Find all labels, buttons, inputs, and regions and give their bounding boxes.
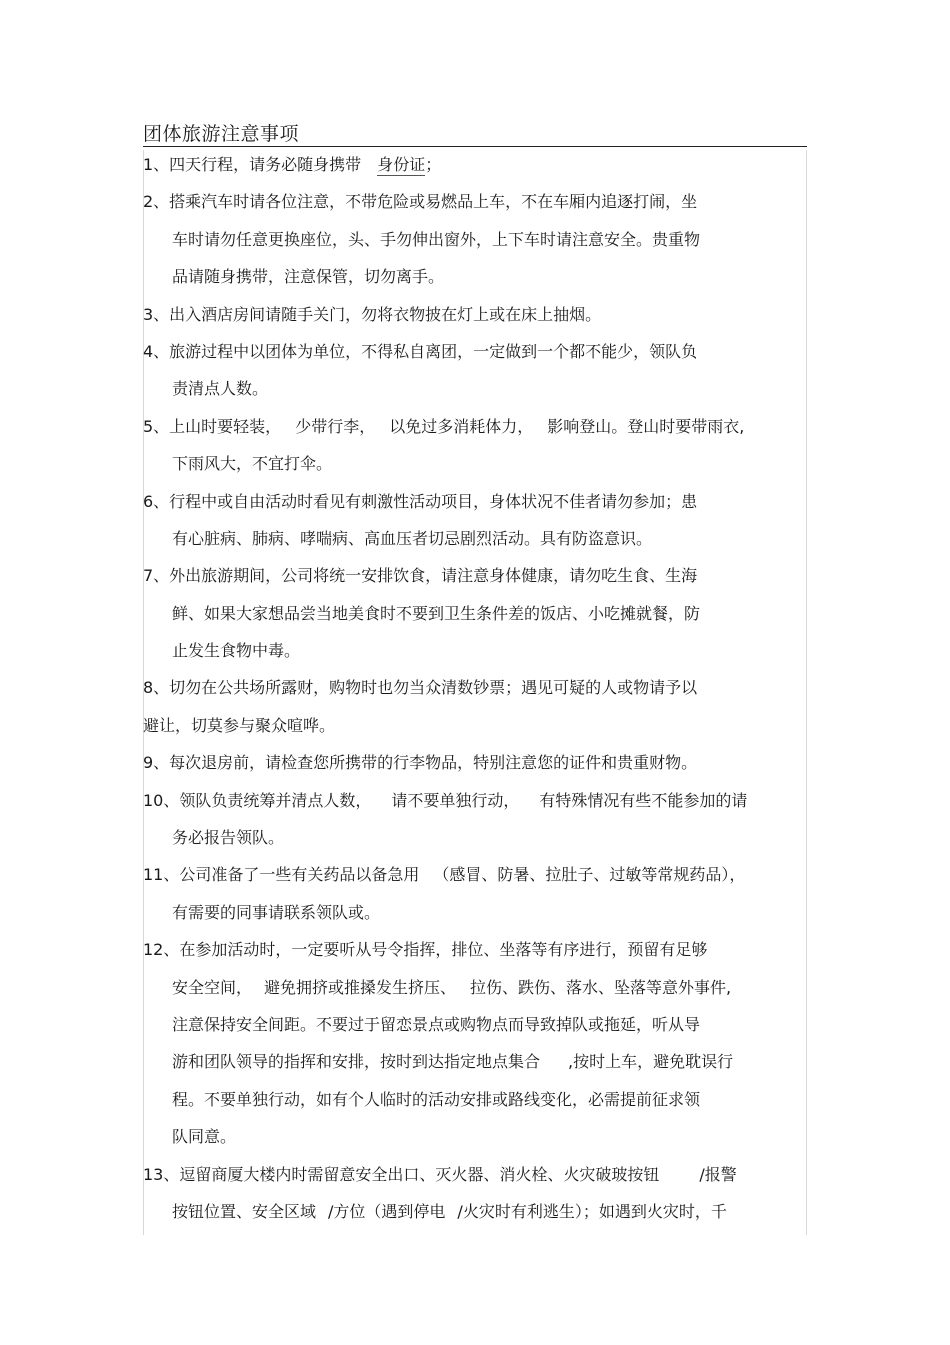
item-11: 11、公司准备了一些有关药品以备急用 （感冒、防暑、拉肚子、过敏等常规药品）， <box>143 865 746 885</box>
item-5-cont: 下雨风大，不宜打伞。 <box>172 454 333 474</box>
item-9: 9、每次退房前，请检查您所携带的行李物品，特别注意您的证件和贵重财物。 <box>143 753 698 773</box>
item-13: 13、逗留商厦大楼内时需留意安全出口、灭火器、消火栓、火灾破玻按钮 /报警 <box>143 1164 737 1184</box>
item-7: 7、外出旅游期间，公司将统一安排饮食，请注意身体健康，请勿吃生食、生海 <box>143 566 698 586</box>
item-8-cont: 避让，切莫参与聚众喧哗。 <box>143 715 336 735</box>
item-13-cont: 按钮位置、安全区域 /方位（遇到停电 /火灾时有利逃生）；如遇到火灾时，千 <box>172 1201 727 1221</box>
item-8: 8、切勿在公共场所露财，购物时也勿当众清数钞票；遇见可疑的人或物请予以 <box>143 678 698 698</box>
item-2-cont: 车时请勿任意更换座位，头、手勿伸出窗外，上下车时请注意安全。贵重物 <box>172 229 701 249</box>
item-12-cont: 游和团队领导的指挥和安排，按时到达指定地点集合 ,按时上车，避免耽误行 <box>172 1052 734 1072</box>
item-7-cont: 止发生食物中毒。 <box>172 641 301 661</box>
item-10: 10、领队负责统筹并清点人数， 请不要单独行动， 有特殊情况有些不能参加的请 <box>143 790 748 810</box>
item-6: 6、行程中或自由活动时看见有刺激性活动项目，身体状况不佳者请勿参加；患 <box>143 491 698 511</box>
title-underline <box>143 146 807 147</box>
item-2: 2、搭乘汽车时请各位注意，不带危险或易燃品上车，不在车厢内追逐打闹，坐 <box>143 192 698 212</box>
item-1: 1、四天行程，请务必随身携带 身份证； <box>143 155 442 174</box>
document-title: 团体旅游注意事项 <box>143 123 300 145</box>
item-12: 12、在参加活动时，一定要听从号令指挥，排位、坐落等有序进行，预留有足够 <box>143 940 708 960</box>
item-12-cont: 安全空间， 避免拥挤或推搡发生挤压、 拉伤、跌伤、落水、坠落等意外事件, <box>172 977 732 997</box>
item-4-cont: 责清点人数。 <box>172 379 269 399</box>
item-7-cont: 鲜、如果大家想品尝当地美食时不要到卫生条件差的饭店、小吃摊就餐，防 <box>172 603 701 623</box>
item-5: 5、上山时要轻装， 少带行李， 以免过多消耗体力， 影响登山。登山时要带雨衣, <box>143 416 745 436</box>
item-11-cont: 有需要的同事请联系领队或。 <box>172 902 381 922</box>
item-12-cont: 队同意。 <box>172 1127 237 1147</box>
item-3: 3、出入酒店房间请随手关门，勿将衣物披在灯上或在床上抽烟。 <box>143 304 602 324</box>
notice-list <box>143 150 807 1234</box>
item-10-cont: 务必报告领队。 <box>172 828 285 848</box>
item-6-cont: 有心脏病、肺病、哮喘病、高血压者切忌剧烈活动。具有防盗意识。 <box>172 528 653 548</box>
item-4: 4、旅游过程中以团体为单位，不得私自离团，一定做到一个都不能少，领队负 <box>143 341 698 361</box>
item-2-cont: 品请随身携带，注意保管，切勿离手。 <box>172 267 445 287</box>
id-card-underlined: 身份证 <box>377 155 426 174</box>
item-12-cont: 注意保持安全间距。不要过于留恋景点或购物点而导致掉队或拖延，听从导 <box>172 1014 701 1034</box>
item-12-cont: 程。不要单独行动，如有个人临时的活动安排或路线变化，必需提前征求领 <box>172 1089 701 1109</box>
